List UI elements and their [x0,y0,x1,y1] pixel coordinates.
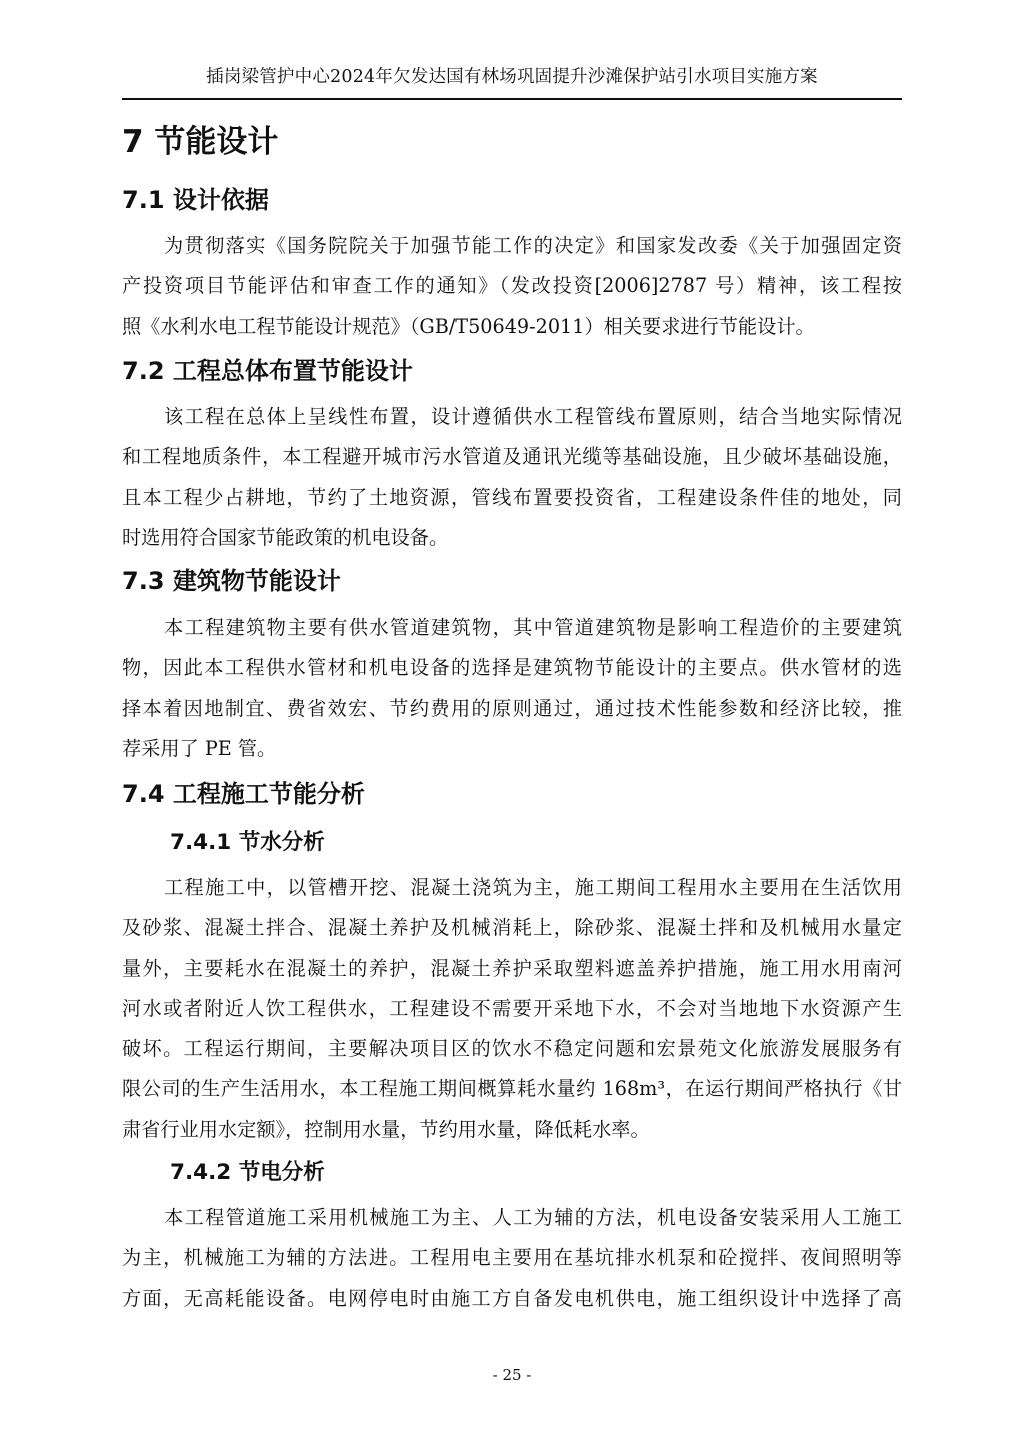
paragraph-line: 肃省行业用水定额》，控制用水量，节约用水量，降低耗水率。 [122,1117,650,1141]
paragraph-line: 照《水利水电工程节能设计规范》（GB/T50649-2011）相关要求进行节能设计。 [122,314,815,338]
paragraph-line: 河水或者附近人饮工程供水，工程建设不需要开采地下水，不会对当地地下水资源产生 [122,996,902,1020]
paragraph-line: 工程施工中，以管槽开挖、混凝土浇筑为主，施工期间工程用水主要用在生活饮用 [164,876,902,899]
paragraph-line: 本工程建筑物主要有供水管道建筑物，其中管道建筑物是影响工程造价的主要建筑 [164,616,902,639]
running-header: 插岗梁管护中心2024年欠发达国有林场巩固提升沙滩保护站引水项目实施方案 [206,67,818,87]
section-title-7-1: 7.1 设计依据 [122,186,269,214]
paragraph-line: 产投资项目节能评估和审查工作的通知》（发改投资[2006]2787 号）精神，该工程按 [122,274,902,298]
page-number: - 25 - [492,1366,532,1384]
paragraph-line: 和工程地质条件，本工程避开城市污水管道及通讯光缆等基础设施，且少破坏基础设施， [122,445,902,469]
paragraph-line: 及砂浆、混凝土拌合、混凝土养护及机械消耗上，除砂浆、混凝土拌和及机械用水量定 [122,916,902,940]
paragraph-line: 择本着因地制宜、费省效宏、节约费用的原则通过，通过技术性能参数和经济比较，推 [122,696,902,720]
paragraph-7-3 [122,608,902,769]
paragraph-line: 荐采用了 PE 管。 [122,736,277,760]
section-title-7-4: 7.4 工程施工节能分析 [122,780,365,808]
paragraph-line: 且本工程少占耕地，节约了土地资源，管线布置要投资省，工程建设条件佳的地处，同 [122,485,902,509]
section-title-7-2: 7.2 工程总体布置节能设计 [122,357,413,385]
paragraph-7-2 [122,397,902,558]
header-divider [122,98,902,100]
paragraph-line: 物，因此本工程供水管材和机电设备的选择是建筑物节能设计的主要点。供水管材的选 [122,656,902,680]
paragraph-7-4-1 [122,868,902,1150]
paragraph-line: 本工程管道施工采用机械施工为主、人工为辅的方法，机电设备安装采用人工施工 [164,1206,902,1229]
subsection-title-7-4-2: 7.4.2 节电分析 [170,1160,325,1185]
paragraph-line: 时选用符合国家节能政策的机电设备。 [122,525,449,549]
paragraph-line: 为贯彻落实《国务院院关于加强节能工作的决定》和国家发改委《关于加强固定资 [164,234,902,257]
paragraph-line: 破坏。工程运行期间，主要解决项目区的饮水不稳定问题和宏景苑文化旅游发展服务有 [122,1037,902,1061]
paragraph-line: 限公司的生产生活用水，本工程施工期间概算耗水量约 168m³，在运行期间严格执行《甘 [122,1077,902,1101]
paragraph-line: 方面，无高耗能设备。电网停电时由施工方自备发电机供电，施工组织设计中选择了高 [122,1286,902,1310]
paragraph-line: 量外，主要耗水在混凝土的养护，混凝土养护采取塑料遮盖养护措施，施工用水用南河 [122,956,902,980]
paragraph-7-4-2 [122,1198,902,1319]
section-title-7-3: 7.3 建筑物节能设计 [122,567,341,595]
paragraph-7-1 [122,226,902,347]
paragraph-line: 为主，机械施工为辅的方法进。工程用电主要用在基坑排水机泵和砼搅拌、夜间照明等 [122,1246,902,1270]
paragraph-line: 该工程在总体上呈线性布置，设计遵循供水工程管线布置原则，结合当地实际情况 [164,405,902,428]
chapter-title: 7 节能设计 [122,124,279,160]
subsection-title-7-4-1: 7.4.1 节水分析 [170,830,325,855]
